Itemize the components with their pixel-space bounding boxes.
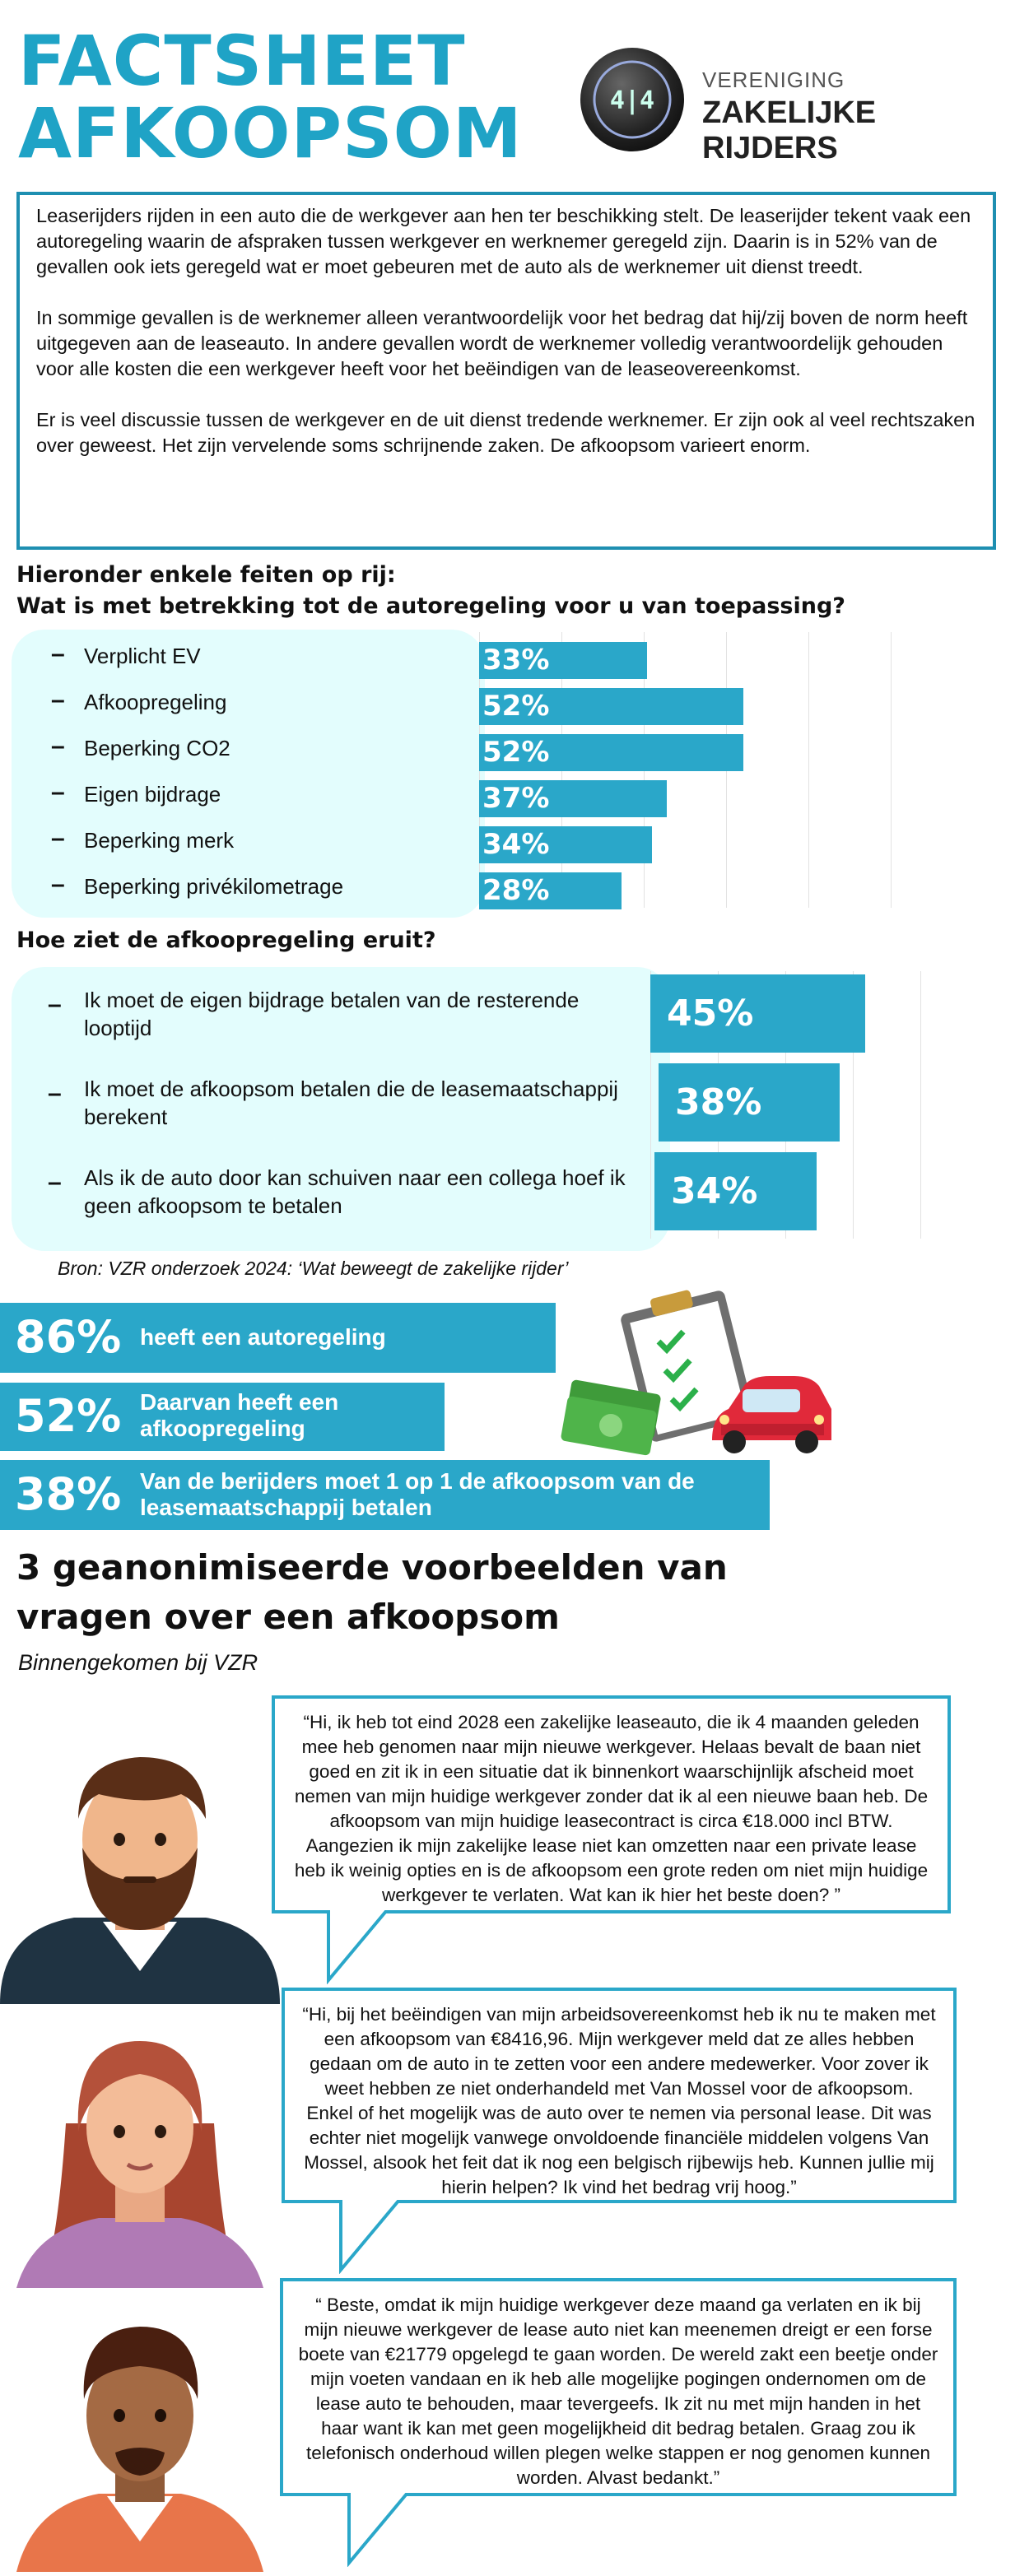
stat-text: Van de berijders moet 1 op 1 de afkoopsom van de leasemaatschappij betalen bbox=[140, 1468, 695, 1520]
title-line-2: AFKOOPSOM bbox=[18, 93, 523, 174]
chart2-category-label: Als ik de auto door kan schuiven naar een collega hoef ik geen afkoopsom te betalen bbox=[84, 1165, 626, 1218]
quote-bubble-2 bbox=[282, 1988, 957, 2203]
stat-value: 86% bbox=[15, 1311, 122, 1363]
chart1 bbox=[0, 632, 1029, 908]
bullet-dash: – bbox=[51, 779, 65, 806]
quote-bubble-2-tail bbox=[338, 2200, 403, 2274]
examples-heading-line-1: 3 geanonimiseerde voorbeelden van bbox=[16, 1547, 728, 1588]
intro-paragraph-2: In sommige gevallen is de werknemer alleen verantwoordelijk voor het bedrag dat hij/zij boven de norm heeft uitgegeven aan de leaseauto. In andere gevallen wordt de werknemer volledig verantwoordelijk gehouden voor alle kosten die een werkgever heeft voor het beëindigen van de leaseovereenkomst. bbox=[36, 307, 968, 379]
chart1-category-label: Beperking CO2 bbox=[84, 736, 230, 760]
bullet-dash: – bbox=[51, 825, 65, 852]
examples-heading bbox=[16, 1543, 728, 1642]
quote-text-2: “Hi, bij het beëindigen van mijn arbeidsovereenkomst heb ik nu te maken met een afkoopsom van €8416,96. Mijn werkgever meld dat ze alles hebben gedaan om de auto in te zetten voor een andere medewerker. Voor zover ik weet hebben ze niet onderhandeld met Van Mossel voor de afkoopsom. Enkel of het mogelijk was de auto over te nemen via personal lease. Dit was echter niet mogelijk vanwege onvoldoende financiële middelen volgens Van Mossel, alsook het feit dat ik nog een belgisch rijbewijs heb. Kunnen jullie mij hierin helpen? Ik vind het bedrag vrij hoog.” bbox=[302, 2004, 936, 2197]
intro-box bbox=[16, 192, 996, 550]
chart2-bar bbox=[650, 974, 865, 1053]
chart2-value-label: 45% bbox=[667, 993, 754, 1035]
bullet-dash: – bbox=[48, 991, 62, 1018]
intro-paragraph-3: Er is veel discussie tussen de werkgever en de uit dienst tredende werknemer. Er zijn ook al veel rechtszaken over geweest. Het zijn vervelende soms schrijnende zaken. De afkoopsom varieert enorm. bbox=[36, 409, 975, 456]
quote-text-3: “ Beste, omdat ik mijn huidige werkgever deze maand ga verlaten en ik bij mijn nieuwe werkgever de lease auto niet kan meenemen dreigt er een forse boete van €21779 opgelegd te gaan worden. De wereld zakt een beetje onder mijn voeten vandaan en ik heb alle mogelijke pogingen ondernomen om de lease auto te behouden, maar tevergeefs. Ik zit nu met mijn handen in het haar want ik kan met geen mogelijkheid dit bedrag betalen. Graag zou ik telefonisch onderhoud willen plegen welke stappen er nog genomen kunnen worden. Alvast bedankt.” bbox=[298, 2295, 938, 2488]
bullet-dash: – bbox=[51, 640, 65, 667]
stat-value: 38% bbox=[15, 1468, 122, 1520]
quote-bubble-3-tail bbox=[346, 2493, 412, 2567]
svg-text:4|4: 4|4 bbox=[609, 86, 655, 115]
chart1-category-label: Eigen bijdrage bbox=[84, 782, 221, 807]
chart1-value-label: 28% bbox=[482, 874, 550, 907]
chart1-value-label: 33% bbox=[482, 644, 550, 677]
stat-text: heeft een autoregeling bbox=[140, 1324, 386, 1350]
bullet-dash: – bbox=[51, 732, 65, 760]
examples-subtitle: Binnengekomen bij VZR bbox=[18, 1650, 258, 1675]
chart1-bar bbox=[479, 734, 743, 771]
quote-bubble-1 bbox=[272, 1695, 951, 1913]
stat-row-1 bbox=[0, 1303, 556, 1373]
chart1-value-label: 52% bbox=[482, 690, 550, 723]
bullet-dash: – bbox=[51, 871, 65, 898]
chart1-bar bbox=[479, 826, 652, 863]
chart1-category-label: Verplicht EV bbox=[84, 644, 201, 668]
logo-emblem-icon bbox=[580, 48, 684, 151]
avatar-man bbox=[0, 2300, 280, 2572]
quote-bubble-1-tail bbox=[325, 1910, 391, 1984]
stat-text: Daarvan heeft een afkoopregeling bbox=[140, 1389, 339, 1441]
stat-value: 52% bbox=[15, 1390, 122, 1442]
chart1-bar bbox=[479, 780, 667, 817]
chart2-bar bbox=[654, 1152, 817, 1230]
quote-bubble-3 bbox=[280, 2278, 957, 2496]
source-note: Bron: VZR onderzoek 2024: ‘Wat beweegt de zakelijke rijder’ bbox=[58, 1258, 569, 1279]
chart2-value-label: 38% bbox=[675, 1081, 762, 1123]
chart1-bar bbox=[479, 872, 622, 909]
quote-text-1: “Hi, ik heb tot eind 2028 een zakelijke leaseauto, die ik 4 maanden geleden mee heb genomen naar mijn nieuwe werkgever. Helaas bevalt de baan niet goed en zit ik in een situatie dat ik binnenkort waarschijnlijk afscheid moet nemen van mijn huidige werkgever zonder dat ik al een nieuwe baan heb. De afkoopsom van mijn huidige leasecontract is circa €18.000 incl BTW. Aangezien ik mijn zakelijke lease niet kan omzetten naar een private lease heb ik weinig opties en is de afkoopsom een grote reden om niet mijn huidige werkgever te verlaten. Wat kan ik hier het beste doen? ” bbox=[294, 1712, 929, 1905]
chart1-value-label: 37% bbox=[482, 782, 550, 815]
stat-row-2 bbox=[0, 1383, 445, 1451]
chart1-bar bbox=[479, 642, 647, 679]
clipboard-money-car-illustration bbox=[560, 1284, 831, 1473]
chart2-heading: Hoe ziet de afkoopregeling eruit? bbox=[16, 928, 436, 953]
chart1-category-label: Afkoopregeling bbox=[84, 690, 227, 714]
title-line-1: FACTSHEET bbox=[18, 21, 466, 101]
chart2-category-label: Ik moet de afkoopsom betalen die de leasemaatschappij berekent bbox=[84, 1076, 618, 1129]
bullet-dash: – bbox=[48, 1080, 62, 1107]
chart1-category-label: Beperking privékilometrage bbox=[84, 874, 344, 899]
vzr-logo bbox=[580, 48, 1008, 163]
intro-paragraph-1: Leaserijders rijden in een auto die de werkgever aan hen ter beschikking stelt. De leaserijder tekent vaak een autoregeling waarin de afspraken tussen werkgever en werknemer geregeld zijn. Daarin is in 52% van de gevallen ook iets geregeld wat er moet gebeuren met de auto als de werknemer uit dienst treedt. bbox=[36, 205, 971, 277]
chart1-value-label: 34% bbox=[482, 828, 550, 861]
facts-heading: Hieronder enkele feiten op rij: bbox=[16, 562, 396, 588]
examples-heading-line-2: vragen over een afkoopsom bbox=[16, 1597, 560, 1637]
chart2 bbox=[0, 971, 1029, 1239]
chart1-value-label: 52% bbox=[482, 736, 550, 769]
bullet-dash: – bbox=[51, 686, 65, 714]
logo-line-2: ZAKELIJKE RIJDERS bbox=[702, 95, 877, 165]
bullet-dash: – bbox=[48, 1169, 62, 1196]
chart2-category-label: Ik moet de eigen bijdrage betalen van de resterende looptijd bbox=[84, 988, 580, 1040]
page-title bbox=[18, 21, 523, 174]
avatar-bearded-man bbox=[0, 1724, 280, 2004]
chart2-bar bbox=[659, 1063, 840, 1142]
chart1-category-label: Beperking merk bbox=[84, 828, 235, 853]
chart1-bar bbox=[479, 688, 743, 725]
avatar-woman bbox=[0, 2008, 280, 2288]
chart1-heading: Wat is met betrekking tot de autoregeling voor u van toepassing? bbox=[16, 593, 845, 619]
chart2-value-label: 34% bbox=[671, 1170, 758, 1212]
logo-line-1: VERENIGING bbox=[702, 67, 845, 92]
